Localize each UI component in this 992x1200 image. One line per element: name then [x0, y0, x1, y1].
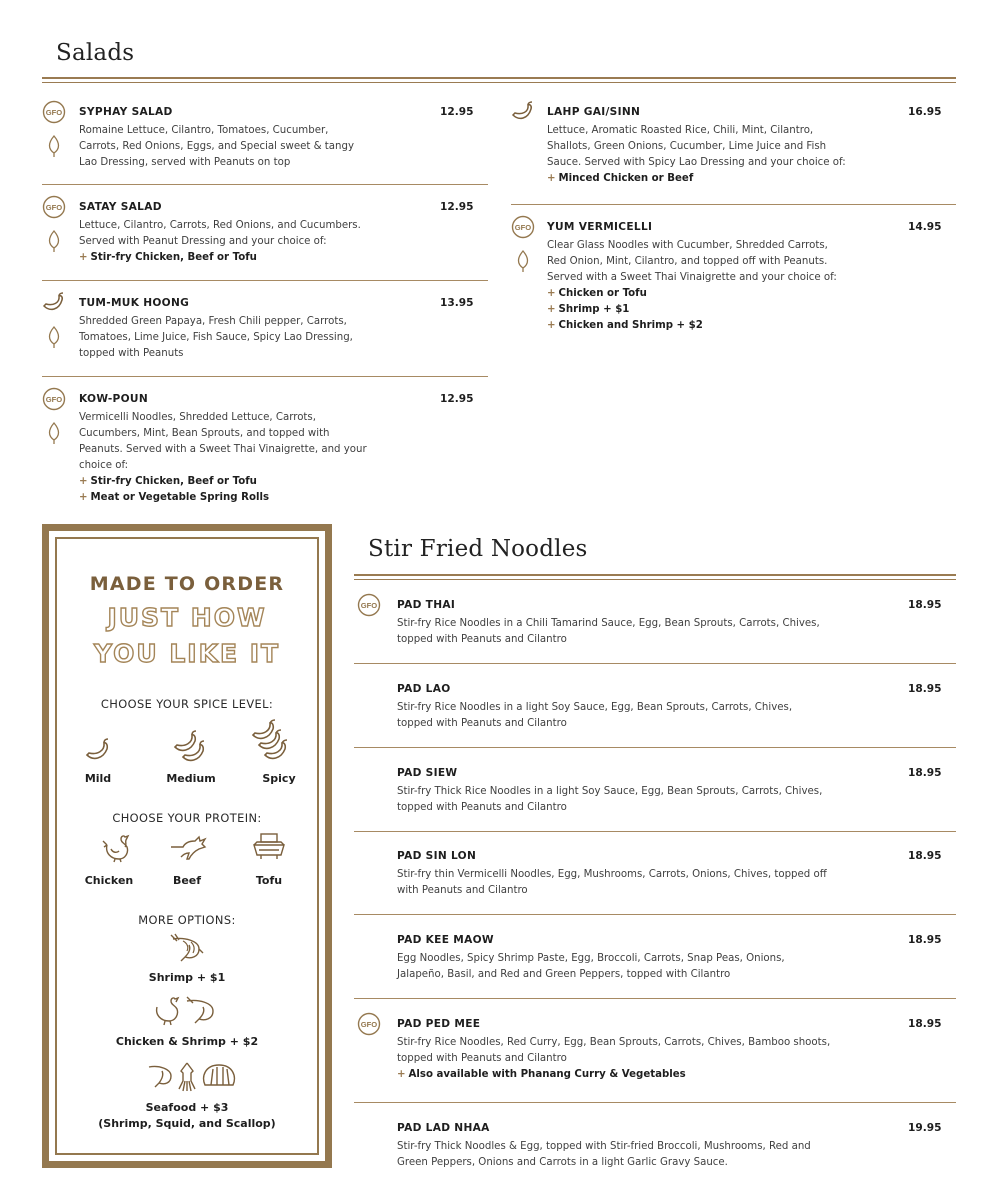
- svg-text:GFO: GFO: [45, 107, 63, 117]
- made-to-order-heading: MADE TO ORDER: [89, 573, 285, 595]
- item-description: [397, 951, 785, 983]
- chili-icon: [42, 291, 66, 315]
- spice-label-medium: Medium: [166, 772, 216, 785]
- item-name: LAHP GAI/SINN: [547, 106, 641, 118]
- item-name: TUM-MUK HOONG: [79, 297, 190, 309]
- item-price: 12.95: [440, 393, 474, 405]
- option-line: [79, 474, 269, 490]
- item-description: [397, 616, 820, 648]
- item-price: 19.95: [908, 1122, 942, 1134]
- description-line: Green Peppers, Onions and Carrots in a light Garlic Gravy Sauce.: [397, 1157, 728, 1168]
- mild-chili-icon: [83, 737, 113, 765]
- description-line: Served with a Sweet Thai Vinaigrette and your choice of:: [547, 272, 837, 283]
- protein-label-chicken: Chicken: [84, 874, 134, 887]
- option-seafood: Seafood + $3: [145, 1101, 229, 1114]
- item-price: 18.95: [908, 599, 942, 611]
- item-name: PAD SIN LON: [397, 850, 477, 862]
- item-divider: [42, 184, 488, 185]
- item-description: [397, 1139, 811, 1171]
- description-line: topped with Peanuts and Cilantro: [397, 1053, 567, 1064]
- chicken-shrimp-icon: [153, 995, 223, 1027]
- plus-icon: +: [79, 252, 88, 263]
- gfo-icon: [511, 215, 535, 239]
- item-price: 18.95: [908, 1018, 942, 1030]
- item-description: [547, 238, 837, 286]
- description-line: Tomatoes, Lime Juice, Fish Sauce, Spicy Lao Dressing,: [79, 332, 353, 343]
- item-price: 13.95: [440, 297, 474, 309]
- item-divider: [354, 1102, 956, 1103]
- item-name: PAD PED MEE: [397, 1018, 481, 1030]
- salads-title: Salads: [56, 40, 135, 66]
- tofu-icon: [251, 831, 287, 861]
- item-description: [397, 1035, 830, 1067]
- item-description: [79, 123, 354, 171]
- item-options: [79, 474, 269, 506]
- svg-text:GFO: GFO: [45, 202, 63, 212]
- item-description: [547, 123, 846, 171]
- description-line: Clear Glass Noodles with Cucumber, Shredded Carrots,: [547, 240, 828, 251]
- svg-text:GFO: GFO: [514, 222, 532, 232]
- gfo-icon: [357, 1012, 381, 1036]
- item-name: PAD LAD NHAA: [397, 1122, 490, 1134]
- noodles-title-rule: [354, 574, 956, 580]
- description-line: Red Onion, Mint, Cilantro, and topped off with Peanuts.: [547, 256, 828, 267]
- svg-text:GFO: GFO: [360, 1019, 378, 1029]
- description-line: Served with Peanut Dressing and your choice of:: [79, 236, 327, 247]
- description-line: Carrots, Red Onions, Eggs, and Special sweet & tangy: [79, 141, 354, 152]
- item-divider: [354, 914, 956, 915]
- description-line: Peanuts. Served with a Sweet Thai Vinaigrette, and your: [79, 444, 367, 455]
- leaf-icon: [42, 134, 66, 158]
- plus-icon: +: [397, 1069, 406, 1080]
- item-price: 12.95: [440, 201, 474, 213]
- item-description: [397, 867, 827, 899]
- medium-chili-icon: [171, 727, 211, 765]
- description-line: Cucumbers, Mint, Bean Sprouts, and topped with: [79, 428, 330, 439]
- leaf-icon: [42, 229, 66, 253]
- description-line: Egg Noodles, Spicy Shrimp Paste, Egg, Broccoli, Carrots, Snap Peas, Onions,: [397, 953, 785, 964]
- plus-icon: +: [547, 320, 556, 331]
- item-description: [397, 784, 822, 816]
- protein-heading: CHOOSE YOUR PROTEIN:: [112, 811, 262, 825]
- option-text: Stir-fry Chicken, Beef or Tofu: [90, 476, 257, 487]
- description-line: topped with Peanuts and Cilantro: [397, 634, 567, 645]
- item-description: [397, 700, 792, 732]
- option-text: Meat or Vegetable Spring Rolls: [90, 492, 270, 503]
- description-line: choice of:: [79, 460, 129, 471]
- chicken-icon: [101, 833, 133, 863]
- option-text: Also available with Phanang Curry & Vegetables: [408, 1069, 686, 1080]
- description-line: Sauce. Served with Spicy Lao Dressing and your choice of:: [547, 157, 846, 168]
- option-text: Shrimp + $1: [558, 304, 630, 315]
- option-line: [547, 286, 703, 302]
- item-price: 18.95: [908, 767, 942, 779]
- description-line: Stir-fry Thick Rice Noodles in a light Soy Sauce, Egg, Bean Sprouts, Carrots, Chives,: [397, 786, 823, 797]
- leaf-icon: [511, 249, 535, 273]
- item-price: 18.95: [908, 850, 942, 862]
- item-divider: [354, 831, 956, 832]
- option-line: [79, 490, 269, 506]
- plus-icon: +: [79, 476, 88, 487]
- item-name: PAD SIEW: [397, 767, 458, 779]
- gfo-icon: [42, 195, 66, 219]
- description-line: Shallots, Green Onions, Cucumber, Lime Juice and Fish: [547, 141, 827, 152]
- option-seafood-note: (Shrimp, Squid, and Scallop): [98, 1117, 276, 1130]
- option-line: [547, 302, 703, 318]
- option-line: [397, 1067, 686, 1083]
- beef-icon: [169, 831, 209, 863]
- description-line: Lettuce, Aromatic Roasted Rice, Chili, Mint, Cilantro,: [547, 125, 814, 136]
- chili-icon: [511, 100, 535, 124]
- option-text: Minced Chicken or Beef: [558, 173, 694, 184]
- plus-icon: +: [547, 288, 556, 299]
- description-line: Stir-fry Rice Noodles, Red Curry, Egg, Bean Sprouts, Carrots, Chives, Bamboo shoots,: [397, 1037, 831, 1048]
- description-line: topped with Peanuts: [79, 348, 184, 359]
- item-divider: [354, 747, 956, 748]
- shrimp-icon: [167, 933, 207, 963]
- item-options: [547, 286, 703, 334]
- more-options-heading: MORE OPTIONS:: [138, 913, 236, 927]
- plus-icon: +: [79, 492, 88, 503]
- spicy-chili-icon: [249, 719, 295, 765]
- item-divider: [354, 998, 956, 999]
- leaf-icon: [42, 421, 66, 445]
- protein-label-tofu: Tofu: [255, 874, 283, 887]
- description-line: Stir-fry Rice Noodles in a light Soy Sauce, Egg, Bean Sprouts, Carrots, Chives,: [397, 702, 793, 713]
- description-line: Stir-fry Thick Noodles & Egg, topped with Stir-fried Broccoli, Mushrooms, Red and: [397, 1141, 811, 1152]
- option-line: [79, 250, 257, 266]
- description-line: topped with Peanuts and Cilantro: [397, 718, 567, 729]
- svg-text:GFO: GFO: [45, 394, 63, 404]
- item-divider: [354, 663, 956, 664]
- gfo-icon: [42, 100, 66, 124]
- item-price: 12.95: [440, 106, 474, 118]
- gfo-icon: [42, 387, 66, 411]
- item-price: 14.95: [908, 221, 942, 233]
- item-divider: [511, 204, 956, 205]
- item-name: SATAY SALAD: [79, 201, 162, 213]
- made-to-order-panel: [42, 524, 332, 1168]
- option-chicken-shrimp: Chicken & Shrimp + $2: [115, 1035, 259, 1048]
- item-name: KOW-POUN: [79, 393, 148, 405]
- protein-label-beef: Beef: [172, 874, 202, 887]
- plus-icon: +: [547, 173, 556, 184]
- tagline-line-1: JUST HOW: [107, 603, 267, 632]
- description-line: Vermicelli Noodles, Shredded Lettuce, Carrots,: [79, 412, 316, 423]
- description-line: Lettuce, Cilantro, Carrots, Red Onions, and Cucumbers.: [79, 220, 361, 231]
- leaf-icon: [42, 325, 66, 349]
- item-name: YUM VERMICELLI: [547, 221, 653, 233]
- item-options: [397, 1067, 686, 1083]
- item-name: PAD THAI: [397, 599, 456, 611]
- description-line: Stir-fry Rice Noodles in a Chili Tamarind Sauce, Egg, Bean Sprouts, Carrots, Chives,: [397, 618, 820, 629]
- gfo-icon: [357, 593, 381, 617]
- description-line: Jalapeño, Basil, and Red and Green Peppers, topped with Cilantro: [397, 969, 731, 980]
- item-price: 16.95: [908, 106, 942, 118]
- option-line: [547, 171, 693, 187]
- item-description: [79, 410, 367, 474]
- spice-level-heading: CHOOSE YOUR SPICE LEVEL:: [100, 697, 274, 711]
- option-text: Stir-fry Chicken, Beef or Tofu: [90, 252, 257, 263]
- item-price: 18.95: [908, 934, 942, 946]
- spice-label-mild: Mild: [84, 772, 112, 785]
- item-divider: [42, 280, 488, 281]
- description-line: with Peanuts and Cilantro: [397, 885, 528, 896]
- item-name: PAD LAO: [397, 683, 451, 695]
- spice-label-spicy: Spicy: [262, 772, 296, 785]
- item-description: [79, 218, 361, 250]
- svg-text:GFO: GFO: [360, 600, 378, 610]
- item-name: SYPHAY SALAD: [79, 106, 173, 118]
- description-line: Romaine Lettuce, Cilantro, Tomatoes, Cucumber,: [79, 125, 329, 136]
- item-price: 18.95: [908, 683, 942, 695]
- option-text: Chicken and Shrimp + $2: [558, 320, 703, 331]
- item-name: PAD KEE MAOW: [397, 934, 494, 946]
- item-options: [79, 250, 257, 266]
- item-divider: [42, 376, 488, 377]
- description-line: topped with Peanuts and Cilantro: [397, 802, 567, 813]
- item-description: [79, 314, 353, 362]
- salads-title-rule: [42, 77, 956, 83]
- description-line: Lao Dressing, served with Peanuts on top: [79, 157, 291, 168]
- option-text: Chicken or Tofu: [558, 288, 647, 299]
- option-shrimp: Shrimp + $1: [148, 971, 226, 984]
- plus-icon: +: [547, 304, 556, 315]
- option-line: [547, 318, 703, 334]
- noodles-title: Stir Fried Noodles: [368, 536, 588, 562]
- item-options: [547, 171, 693, 187]
- description-line: Stir-fry thin Vermicelli Noodles, Egg, Mushrooms, Carrots, Onions, Chives, topped off: [397, 869, 827, 880]
- seafood-icon: [147, 1059, 239, 1093]
- tagline-line-2: YOU LIKE IT: [93, 639, 281, 668]
- description-line: Shredded Green Papaya, Fresh Chili pepper, Carrots,: [79, 316, 347, 327]
